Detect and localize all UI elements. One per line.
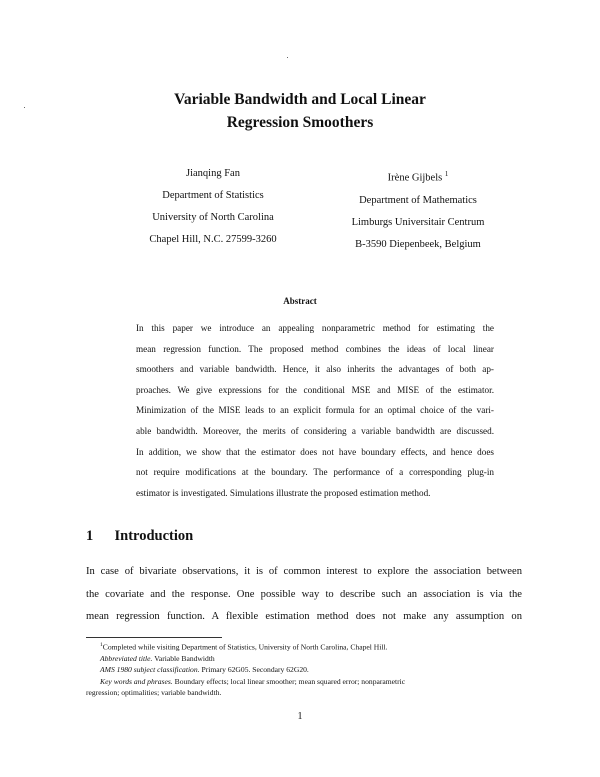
abbrev-label: Abbreviated title.	[100, 653, 153, 663]
section-body	[86, 561, 522, 629]
author-affiliation: B-3590 Diepenbeek, Belgium	[355, 238, 481, 250]
body-line: the covariate and the response. One possible way to describe such an association is via the	[86, 588, 522, 600]
abstract-line: In this paper we introduce an appealing nonparametric method for estimating the	[136, 323, 494, 333]
page-number: 1	[297, 711, 303, 722]
author-affiliation: Department of Statistics	[162, 190, 264, 201]
footnotes	[86, 640, 522, 699]
ams-text: Primary 62G05. Secondary 62G20.	[201, 665, 309, 675]
title-line-1: Variable Bandwidth and Local Linear	[174, 91, 426, 108]
section-title: Introduction	[114, 528, 194, 544]
body-line: In case of bivariate observations, it is of common interest to explore the association between	[86, 566, 522, 577]
paper-title	[0, 88, 600, 134]
footnote-abbrev	[86, 653, 522, 664]
abstract-body	[136, 318, 494, 503]
abstract-line: able bandwidth. Moreover, the merits of considering a variable bandwidth are discussed.	[136, 425, 494, 436]
abstract-line: In addition, we show that the estimator does not have boundary effects, and hence does	[136, 446, 494, 457]
author-block-1	[113, 163, 313, 251]
footnote-1-text: Completed while visiting Department of Statistics, University of North Carolina, Chapel Hill.	[102, 642, 388, 652]
footnote-mark: 1	[444, 170, 449, 178]
footnote-keywords-cont: regression; optimalities; variable bandwidth.	[86, 688, 222, 698]
abstract-heading: Abstract	[283, 296, 317, 306]
keywords-text: Boundary effects; local linear smoother; mean squared error; nonparametric	[174, 676, 406, 686]
abstract-line: proaches. We give expressions for the conditional MSE and MISE of the estimator.	[136, 384, 494, 395]
author-affiliation: Chapel Hill, N.C. 27599-3260	[149, 234, 277, 245]
footnote-rule	[86, 637, 222, 638]
scan-speck	[287, 57, 288, 58]
author-name-line	[318, 163, 518, 190]
footnote-1	[86, 640, 522, 653]
footnote-ams	[86, 664, 522, 675]
abstract-line: Minimization of the MISE leads to an explicit formula for an optimal choice of the vari-	[136, 405, 494, 416]
author-affiliation: Department of Mathematics	[359, 194, 477, 206]
abstract-line: not require modifications at the boundary. The performance of a corresponding plug-in	[136, 467, 494, 478]
ams-label: AMS 1980 subject classification.	[100, 665, 200, 675]
author-affiliation: Limburgs Universitair Centrum	[351, 216, 485, 228]
keywords-label: Key words and phrases.	[100, 676, 173, 686]
author-name: Irène Gijbels	[387, 172, 443, 184]
author-name: Jianqing Fan	[186, 168, 240, 179]
author-block-2	[318, 163, 518, 256]
title-line-2: Regression Smoothers	[226, 114, 374, 131]
abstract-line: estimator is investigated. Simulations illustrate the proposed estimation method.	[136, 487, 431, 498]
body-line: mean regression function. A flexible estimation method does not make any assumption on	[86, 611, 522, 622]
section-number: 1	[86, 528, 94, 544]
abstract-line: mean regression function. The proposed method combines the ideas of local linear	[136, 343, 494, 354]
footnote-mark: 1	[100, 642, 103, 648]
section-heading	[86, 528, 193, 545]
abstract-line: smoothers and variable bandwidth. Hence, it also inherits the advantages of both ap-	[136, 364, 494, 375]
author-affiliation: University of North Carolina	[152, 212, 274, 223]
footnote-keywords	[86, 676, 522, 687]
abbrev-text: Variable Bandwidth	[154, 653, 215, 663]
